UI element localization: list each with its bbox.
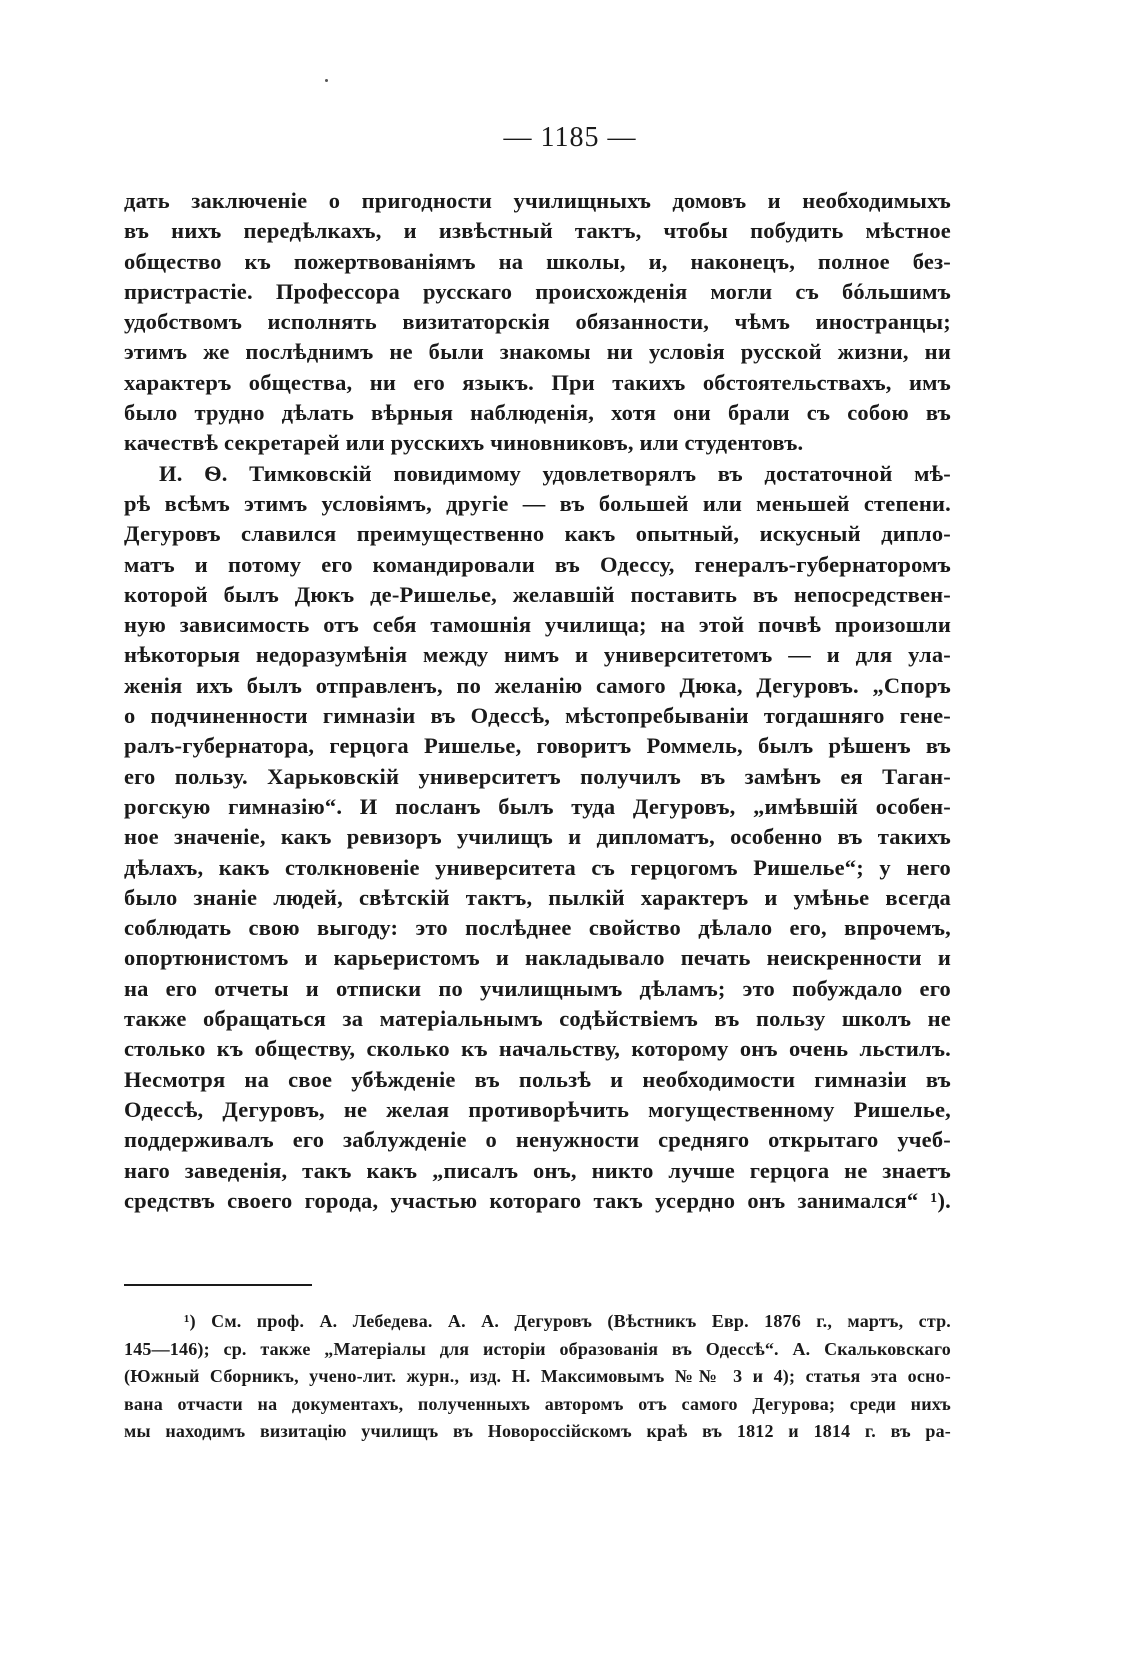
text-line: наго заведенія, такъ какъ „писалъ онъ, никто лучше герцога не знаетъ xyxy=(124,1157,951,1183)
text-line: ное значеніе, какъ ревизоръ училищъ и дипломатъ, особенно въ такихъ xyxy=(124,824,951,850)
text-line: нѣкоторыя недоразумѣнія между нимъ и университетомъ — и для ула- xyxy=(124,642,951,668)
footnote-line: вана отчасти на документахъ, полученныхъ авторомъ отъ самого Дегурова; среди нихъ xyxy=(124,1393,951,1414)
text-line: Дегуровъ славился преимущественно какъ опытный, искусный дипло- xyxy=(124,521,951,547)
main-text xyxy=(124,186,951,1216)
text-line: пристрастіе. Профессора русскаго происхожденія могли съ бóльшимъ xyxy=(124,278,951,304)
text-line: соблюдать свою выгоду: это послѣднее свойство дѣлало его, впрочемъ, xyxy=(124,915,951,941)
text-line: о подчиненности гимназіи въ Одессѣ, мѣстопребываніи тогдашняго гене- xyxy=(124,703,951,729)
text-line: качествѣ секретарей или русскихъ чиновниковъ, или студентовъ. xyxy=(124,430,804,456)
text-line: женія ихъ былъ отправленъ, по желанію самого Дюка, Дегуровъ. „Споръ xyxy=(124,672,951,698)
text-line: характеръ общества, ни его языкъ. При такихъ обстоятельствахъ, имъ xyxy=(124,369,951,395)
text-line: было трудно дѣлать вѣрныя наблюденія, хотя они брали съ собою въ xyxy=(124,400,951,426)
text-line: опортюнистомъ и карьеристомъ и накладывало печать неискренности и xyxy=(124,945,951,971)
text-line: въ нихъ передѣлкахъ, и извѣстный тактъ, чтобы побудить мѣстное xyxy=(124,218,951,244)
footnote-separator xyxy=(124,1284,312,1286)
text-line: столько къ обществу, сколько къ начальству, которому онъ очень льстилъ. xyxy=(124,1036,951,1062)
text-line: этимъ же послѣднимъ не были знакомы ни условія русской жизни, ни xyxy=(124,339,951,365)
text-line: рѣ всѣмъ этимъ условіямъ, другіе — въ большей или меньшей степени. xyxy=(124,490,951,516)
text-line: общество къ пожертвованіямъ на школы, и, наконецъ, полное без- xyxy=(124,248,951,274)
text-line: дѣлахъ, какъ столкновеніе университета съ герцогомъ Ришелье“; у него xyxy=(124,854,951,880)
text-line: средствъ своего города, участью котораго такъ усердно онъ занимался“ ¹). xyxy=(124,1187,951,1213)
text-line: которой былъ Дюкъ де-Ришелье, желавшій поставить въ непосредствен- xyxy=(124,581,951,607)
text-line: было знаніе людей, свѣтскій тактъ, пылкій характеръ и умѣнье всегда xyxy=(124,884,951,910)
text-line: на его отчеты и отписки по училищнымъ дѣламъ; это побуждало его xyxy=(124,975,951,1001)
text-line: Одессѣ, Дегуровъ, не желая противорѣчить могущественному Ришелье, xyxy=(124,1096,951,1122)
text-line: дать заключеніе о пригодности училищныхъ домовъ и необходимыхъ xyxy=(124,188,951,213)
text-line: матъ и потому его командировали въ Одессу, генералъ-губернаторомъ xyxy=(124,551,951,577)
text-line: поддерживалъ его заблужденіе о ненужности средняго открытаго учеб- xyxy=(124,1127,951,1153)
footnote-line: (Южный Сборникъ, учено-лит. журн., изд. Н. Максимовымъ №№ 3 и 4); статья эта осно- xyxy=(124,1366,951,1386)
footnote-line: ¹) См. проф. А. Лебедева. А. А. Дегуровъ (Вѣстникъ Евр. 1876 г., мартъ, стр. xyxy=(184,1311,951,1331)
text-line: рогскую гимназію“. И посланъ былъ туда Дегуровъ, „имѣвшій особен- xyxy=(124,793,951,819)
footnote-line: 145—146); ср. также „Матеріалы для исторіи образованія въ Одессѣ“. А. Скальковскаго xyxy=(124,1338,951,1359)
text-line: его пользу. Харьковскій университетъ получилъ въ замѣнъ ея Таган- xyxy=(124,763,951,789)
text-line: Несмотря на свое убѣжденіе въ пользѣ и необходимости гимназіи въ xyxy=(124,1066,951,1092)
footnote-line: мы находимъ визитацію училищъ въ Новороссійскомъ краѣ въ 1812 и 1814 г. въ ра- xyxy=(124,1421,951,1441)
text-line: также обращаться за матеріальнымъ содѣйствіемъ въ пользу школъ не xyxy=(124,1006,951,1032)
text-line: удобствомъ исполнять визитаторскія обязанности, чѣмъ иностранцы; xyxy=(124,309,951,335)
print-speck xyxy=(325,79,328,82)
footnotes xyxy=(124,1308,951,1446)
text-line: ралъ-губернатора, герцога Ришелье, говоритъ Роммель, былъ рѣшенъ въ xyxy=(124,733,951,759)
page-number: — 1185 — xyxy=(503,122,637,153)
text-line: И. Ѳ. Тимковскій повидимому удовлетворялъ въ достаточной мѣ- xyxy=(159,460,951,486)
text-line: ную зависимость отъ себя тамошнія училища; на этой почвѣ произошли xyxy=(124,612,951,638)
